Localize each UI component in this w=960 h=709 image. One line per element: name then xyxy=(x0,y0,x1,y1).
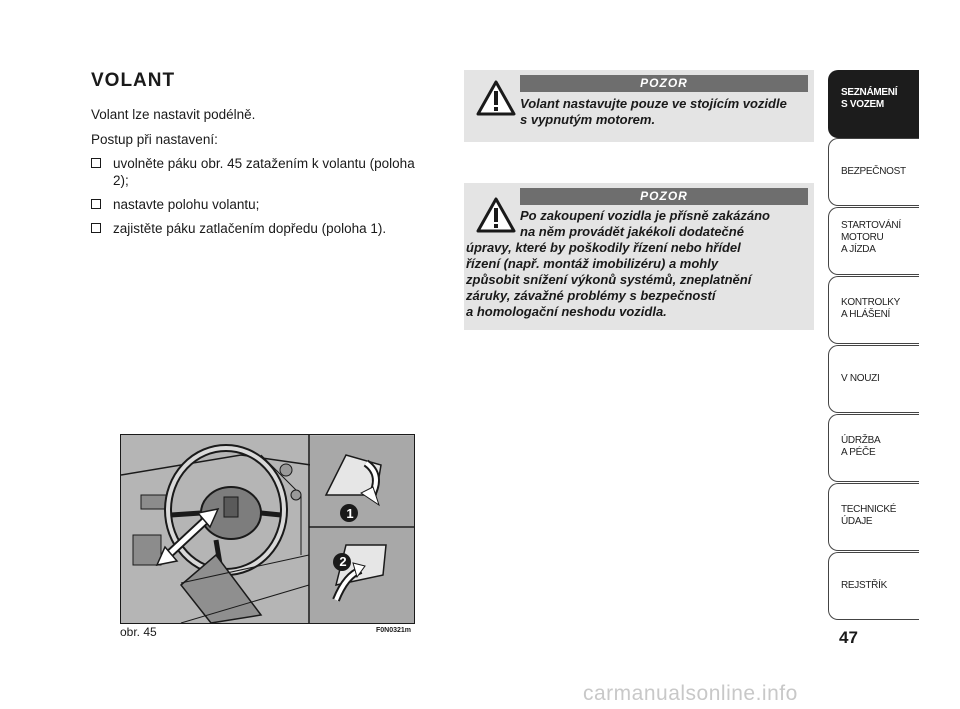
figure-code: F0N0321m xyxy=(376,627,412,634)
tab-rejstrik[interactable] xyxy=(828,552,919,620)
warning-text-line: Po zakoupení vozidla je přísně zakázáno xyxy=(520,208,770,223)
tab-v-nouzi[interactable] xyxy=(828,345,919,413)
tab-startovani[interactable] xyxy=(828,207,919,275)
checkbox-bullet-icon xyxy=(91,158,101,168)
checkbox-bullet-icon xyxy=(91,199,101,209)
step-item xyxy=(91,155,421,189)
tab-label: ÚDRŽBA A PÉČE xyxy=(841,435,881,458)
procedure-label: Postup při nastavení: xyxy=(91,132,218,147)
tab-udrzba[interactable] xyxy=(828,414,919,482)
warning-text-line: úpravy, které by poškodily řízení nebo hřídel xyxy=(466,240,741,255)
step-text: nastavte polohu volantu; xyxy=(113,197,260,212)
tab-bezpecnost[interactable] xyxy=(828,138,919,206)
warning-header: POZOR xyxy=(520,188,808,205)
tab-label: STARTOVÁNÍ MOTORU A JÍZDA xyxy=(841,220,901,255)
tab-label: TECHNICKÉ ÚDAJE xyxy=(841,504,897,527)
steering-wheel-illustration xyxy=(120,434,415,624)
warning-box xyxy=(464,183,814,330)
position-marker-2: 2 xyxy=(339,554,347,569)
step-item xyxy=(91,196,421,213)
warning-text-line: řízení (např. montáž imobilizéru) a mohly xyxy=(466,256,719,271)
warning-text-line: způsobit snížení výkonů systémů, zneplatnění xyxy=(466,272,752,287)
warning-text-line: na něm provádět jakékoli dodatečné xyxy=(520,224,744,239)
warning-text: Volant nastavujte pouze ve stojícím vozidle s vypnutým motorem. xyxy=(520,96,787,127)
tab-label: KONTROLKY A HLÁŠENÍ xyxy=(841,297,900,320)
tab-label: SEZNÁMENÍ S VOZEM xyxy=(841,87,898,110)
step-text: zajistěte páku zatlačením dopředu (poloha 1). xyxy=(113,221,387,236)
section-heading: VOLANT xyxy=(91,70,176,91)
tab-label: REJSTŘÍK xyxy=(841,580,887,591)
warning-triangle-icon xyxy=(476,80,516,116)
warning-text-line: a homologační neshodu vozidla. xyxy=(466,304,667,319)
tab-kontrolky[interactable] xyxy=(828,276,919,344)
tab-label: V NOUZI xyxy=(841,373,880,384)
checkbox-bullet-icon xyxy=(91,223,101,233)
warning-header: POZOR xyxy=(520,75,808,92)
warning-triangle-icon xyxy=(476,197,516,233)
watermark: carmanualsonline.info xyxy=(583,682,798,705)
tab-technicke-udaje[interactable] xyxy=(828,483,919,551)
intro-text: Volant lze nastavit podélně. xyxy=(91,107,256,122)
position-marker-1: 1 xyxy=(346,506,354,521)
warning-text-line: záruky, závažné problémy s bezpečností xyxy=(466,288,716,303)
figure-caption: obr. 45 xyxy=(120,625,157,639)
tab-label: BEZPEČNOST xyxy=(841,166,906,177)
warning-box xyxy=(464,70,814,142)
step-text: uvolněte páku obr. 45 zatažením k volantu (poloha 2); xyxy=(113,156,415,188)
tab-seznameni-s-vozem[interactable] xyxy=(828,70,919,138)
step-item xyxy=(91,220,421,237)
page-number: 47 xyxy=(839,628,858,647)
